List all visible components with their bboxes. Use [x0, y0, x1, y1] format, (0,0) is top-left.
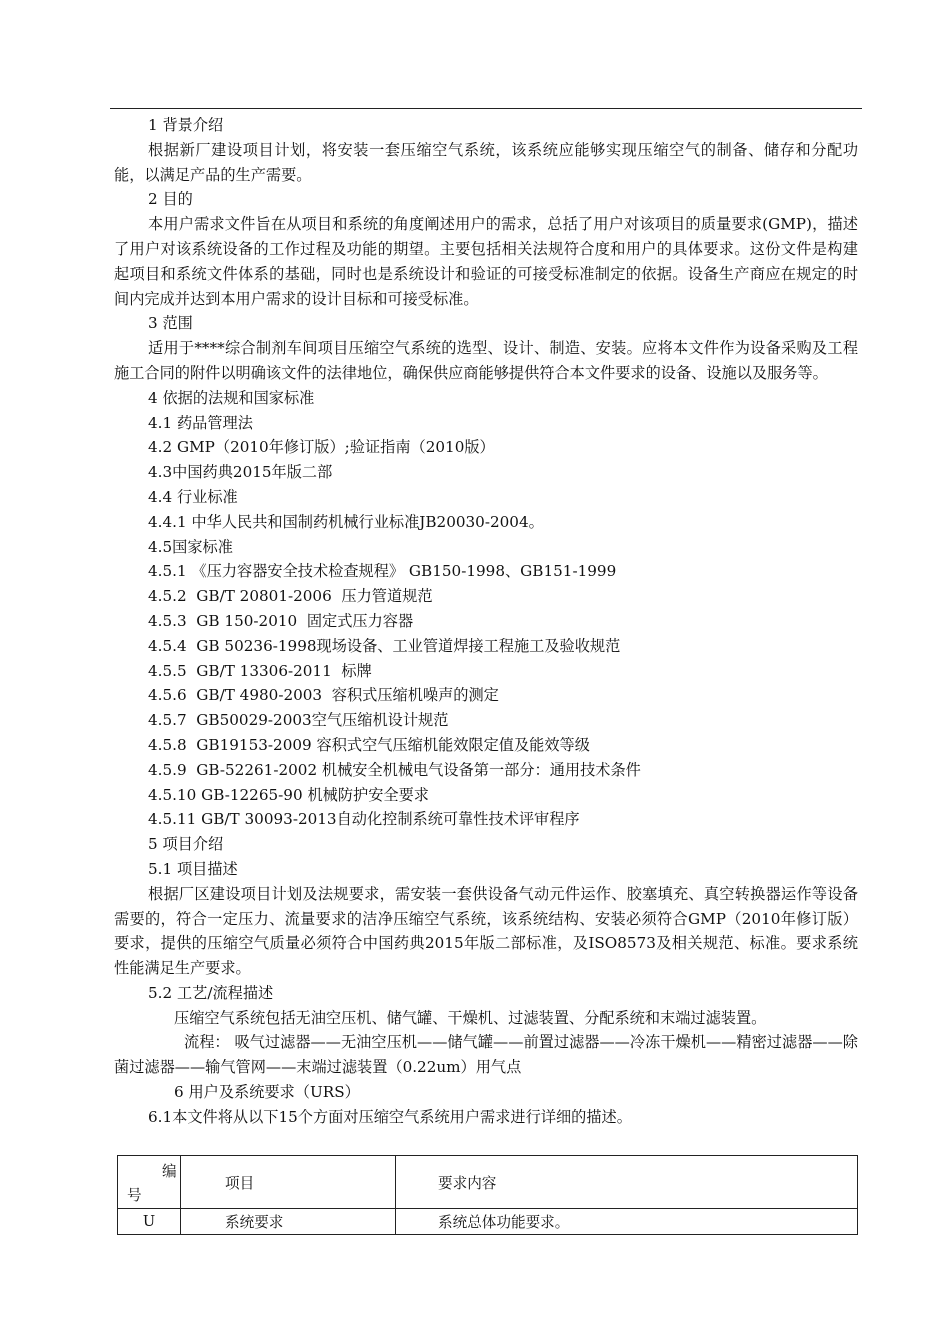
standard-item: 4.5.3 GB 150-2010 固定式压力容器 — [148, 611, 414, 630]
standard-item: 4.5国家标准 — [148, 537, 233, 556]
section-6-title: 6 用户及系统要求（URS） — [174, 1083, 360, 1102]
section-3-body: 适用于****综合制剂车间项目压缩空气系统的选型、设计、制造、安装。应将本文件作为设备采购及工程施工合同的附件以明确该文件的法律地位，确保供应商能够提供符合本文件要求的设备、设施以及服务等。 — [114, 339, 858, 382]
section-1-body: 根据新厂建设项目计划，将安装一套压缩空气系统，该系统应能够实现压缩空气的制备、储存和分配功能，以满足产品的生产需要。 — [114, 140, 858, 184]
row-item: 系统要求 — [181, 1209, 396, 1235]
header-number-part1: 编 — [162, 1163, 177, 1180]
standard-item: 4.5.2 GB/T 20801-2006 压力管道规范 — [148, 587, 433, 606]
document-body — [114, 113, 858, 1130]
table-row — [118, 1209, 858, 1235]
section-2-title: 2 目的 — [148, 190, 193, 209]
row-number: U — [118, 1209, 181, 1235]
standard-item: 4.5.11 GB/T 30093-2013自动化控制系统可靠性技术评审程序 — [148, 810, 580, 829]
header-item: 项目 — [181, 1156, 396, 1209]
section-3-title: 3 范围 — [148, 314, 193, 333]
section-5-2-title: 5.2 工艺/流程描述 — [148, 983, 274, 1002]
standard-item: 4.5.1 《压力容器安全技术检查规程》 GB150-1998、GB151-1999 — [148, 562, 617, 581]
standard-item: 4.4 行业标准 — [148, 487, 238, 506]
standard-item: 4.5.6 GB/T 4980-2003 容积式压缩机噪声的测定 — [148, 686, 499, 705]
section-2-body: 本用户需求文件旨在从项目和系统的角度阐述用户的需求，总括了用户对该项目的质量要求(GMP)，描述了用户对该系统设备的工作过程及功能的期望。主要包括相关法规符合度和用户的具体要求。这份文件是构建起项目和系统文件体系的基础，同时也是系统设计和验证的可接受标准制定的依据。设备生产商应在规定的时间内完成并达到本用户需求的设计目标和可接受标准。 — [114, 215, 858, 308]
header-rule — [110, 108, 862, 109]
header-number — [118, 1156, 181, 1209]
standard-item: 4.4.1 中华人民共和国制药机械行业标准JB20030-2004。 — [148, 512, 544, 531]
standard-item: 4.2 GMP（2010年修订版）;验证指南（2010版） — [148, 438, 495, 457]
standard-item: 4.1 药品管理法 — [148, 413, 253, 432]
section-1-title: 1 背景介绍 — [148, 116, 224, 134]
header-number-part2: 号 — [127, 1187, 142, 1204]
section-6-1-body: 6.1本文件将从以下15个方面对压缩空气系统用户需求进行详细的描述。 — [148, 1107, 632, 1126]
table-header-row — [118, 1156, 858, 1209]
standard-item: 4.5.7 GB50029-2003空气压缩机设计规范 — [148, 711, 449, 730]
standard-item: 4.5.9 GB-52261-2002 机械安全机械电气设备第一部分：通用技术条件 — [148, 760, 641, 779]
section-5-1-title: 5.1 项目描述 — [148, 859, 238, 878]
standard-item: 4.3中国药典2015年版二部 — [148, 463, 333, 482]
standard-item: 4.5.10 GB-12265-90 机械防护安全要求 — [148, 785, 429, 804]
standard-item: 4.5.4 GB 50236-1998现场设备、工业管道焊接工程施工及验收规范 — [148, 636, 621, 655]
standard-item: 4.5.8 GB19153-2009 容积式空气压缩机能效限定值及能效等级 — [148, 735, 590, 754]
standard-item: 4.5.5 GB/T 13306-2011 标牌 — [148, 661, 372, 680]
section-5-title: 5 项目介绍 — [148, 835, 224, 854]
process-flow: 流程： 吸气过滤器——无油空压机——储气罐——前置过滤器——冷冻干燥机——精密过滤器——除菌过滤器——输气管网——末端过滤装置（0.22um）用气点 — [114, 1033, 858, 1077]
requirements-table — [117, 1155, 858, 1235]
section-5-2-line: 压缩空气系统包括无油空压机、储气罐、干燥机、过滤装置、分配系统和末端过滤装置。 — [174, 1008, 767, 1027]
row-content: 系统总体功能要求。 — [396, 1209, 858, 1235]
section-5-1-body: 根据厂区建设项目计划及法规要求，需安装一套供设备气动元件运作、胶塞填充、真空转换器运作等设备需要的，符合一定压力、流量要求的洁净压缩空气系统，该系统结构、安装必须符合GMP（2010年修订版）要求，提供的压缩空气质量必须符合中国药典2015年版二部标准，及ISO8573及相关规范、标准。要求系统性能满足生产要求。 — [114, 884, 858, 978]
section-4-title: 4 依据的法规和国家标准 — [148, 388, 315, 407]
header-content: 要求内容 — [396, 1156, 858, 1209]
